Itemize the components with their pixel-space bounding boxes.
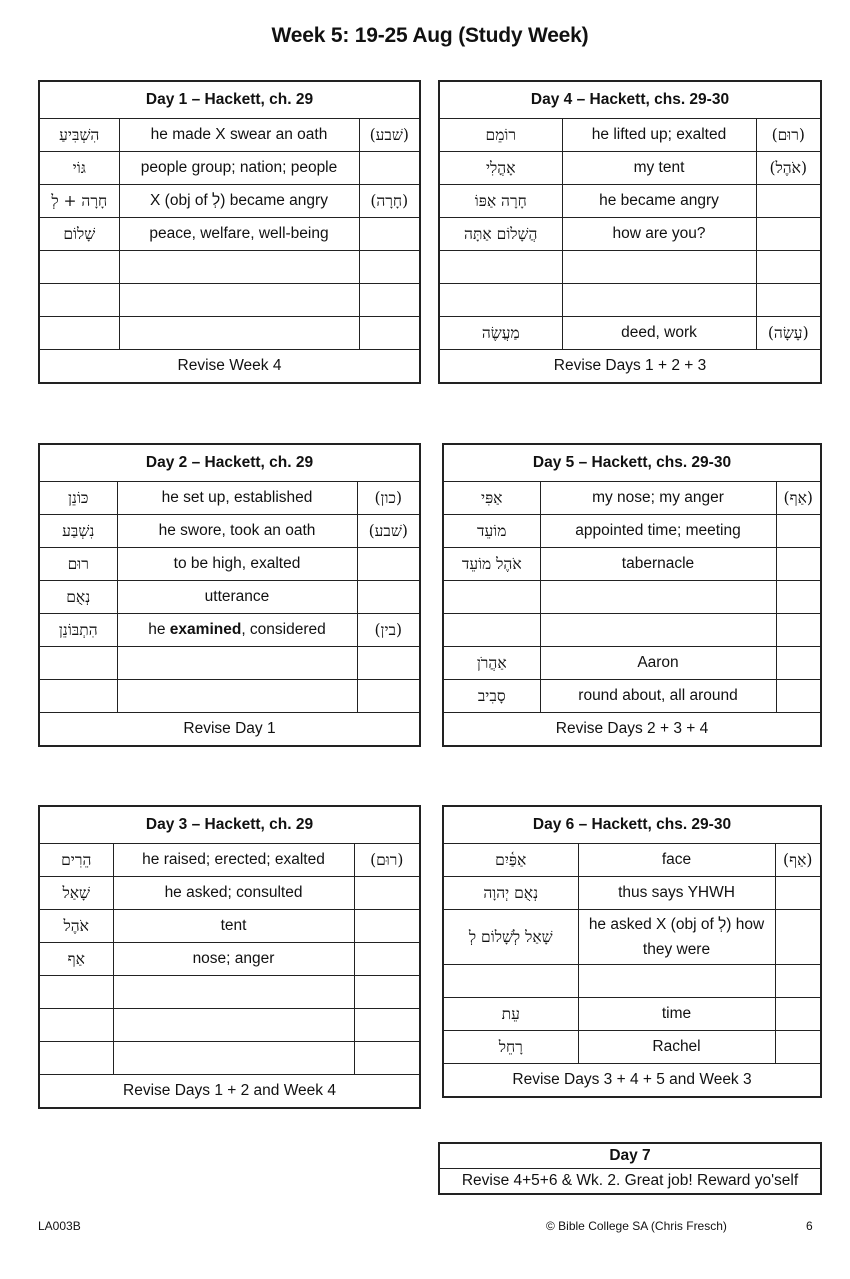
vocab-row <box>39 877 420 910</box>
english-gloss <box>540 614 776 647</box>
root-word <box>775 1031 821 1064</box>
hebrew-word: אַף <box>39 943 113 976</box>
hebrew-word: הִשְׁבִּיעַ <box>39 119 119 152</box>
root-word <box>776 680 821 713</box>
vocab-row <box>443 482 821 515</box>
vocab-row-empty <box>39 251 420 284</box>
day-2-revision-note: Revise Day 1 <box>39 713 420 747</box>
english-gloss <box>119 251 359 284</box>
root-word <box>354 976 420 1009</box>
english-gloss <box>119 284 359 317</box>
vocab-row <box>443 877 821 910</box>
root-word <box>359 284 420 317</box>
hebrew-word: שָׁאַל <box>39 877 113 910</box>
root-word: (אֹהֶל) <box>756 152 821 185</box>
root-word <box>776 548 821 581</box>
day-4-revision-note: Revise Days 1 + 2 + 3 <box>439 350 821 384</box>
root-word <box>354 910 420 943</box>
english-gloss: my nose; my anger <box>540 482 776 515</box>
root-word <box>775 998 821 1031</box>
day-1-revision-note: Revise Week 4 <box>39 350 420 384</box>
vocab-row <box>443 910 821 965</box>
vocab-row <box>443 515 821 548</box>
root-word <box>357 581 420 614</box>
root-word: (כון) <box>357 482 420 515</box>
english-gloss: peace, welfare, well-being <box>119 218 359 251</box>
hebrew-word: אָהֳלִי <box>439 152 562 185</box>
hebrew-word: רָחֵל <box>443 1031 578 1064</box>
english-gloss <box>117 680 357 713</box>
english-gloss: thus says YHWH <box>578 877 775 910</box>
vocab-row <box>439 119 821 152</box>
root-word: (אַף) <box>775 844 821 877</box>
day-4-table <box>438 80 822 384</box>
root-word: (עָשָׂה) <box>756 317 821 350</box>
vocab-row <box>443 680 821 713</box>
hebrew-word: חָרָה + לְ <box>39 185 119 218</box>
english-gloss: he became angry <box>562 185 756 218</box>
vocab-row <box>39 943 420 976</box>
document-code: LA003B <box>38 1219 81 1233</box>
root-word <box>354 1042 420 1075</box>
day-3-revision-note: Revise Days 1 + 2 and Week 4 <box>39 1075 420 1109</box>
hebrew-word: רוּם <box>39 548 117 581</box>
root-word <box>776 581 821 614</box>
hebrew-word: כּוֹנֵן <box>39 482 117 515</box>
root-word <box>359 152 420 185</box>
english-gloss <box>117 614 357 647</box>
root-word <box>756 218 821 251</box>
hebrew-word <box>443 614 540 647</box>
vocab-row <box>39 548 420 581</box>
english-gloss: people group; nation; people <box>119 152 359 185</box>
hebrew-word <box>39 647 117 680</box>
vocab-row-empty <box>439 251 821 284</box>
vocab-row <box>439 185 821 218</box>
hebrew-word: מוֹעֵד <box>443 515 540 548</box>
vocab-row <box>443 548 821 581</box>
hebrew-word: הֲשָׁלוֹם אַתָּה <box>439 218 562 251</box>
hebrew-word: אַפַּ֫יִם <box>443 844 578 877</box>
hebrew-word: עֵת <box>443 998 578 1031</box>
hebrew-word: הִתְבּוֹנֵן <box>39 614 117 647</box>
english-gloss-pre: he <box>148 621 170 638</box>
hebrew-word: סָבִיב <box>443 680 540 713</box>
day-6-revision-note: Revise Days 3 + 4 + 5 and Week 3 <box>443 1064 821 1098</box>
english-gloss <box>113 1009 354 1042</box>
english-gloss: Aaron <box>540 647 776 680</box>
root-word <box>775 877 821 910</box>
english-gloss <box>113 976 354 1009</box>
day-1-table <box>38 80 421 384</box>
vocab-row <box>39 910 420 943</box>
vocab-row-empty <box>443 965 821 998</box>
english-gloss: he made X swear an oath <box>119 119 359 152</box>
root-word: (בין) <box>357 614 420 647</box>
page-number: 6 <box>806 1219 813 1233</box>
english-gloss: deed, work <box>562 317 756 350</box>
vocab-row <box>439 152 821 185</box>
root-word: (שׁבע) <box>359 119 420 152</box>
hebrew-word: נְאֻם <box>39 581 117 614</box>
root-word <box>357 647 420 680</box>
day-3-table <box>38 805 421 1109</box>
hebrew-word: אַפִּי <box>443 482 540 515</box>
day-3-heading: Day 3 – Hackett, ch. 29 <box>39 806 420 844</box>
vocab-row <box>443 1031 821 1064</box>
vocab-row <box>39 844 420 877</box>
english-gloss: to be high, exalted <box>117 548 357 581</box>
day-6-heading: Day 6 – Hackett, chs. 29-30 <box>443 806 821 844</box>
hebrew-word <box>39 1042 113 1075</box>
vocab-row <box>39 581 420 614</box>
english-gloss: how are you? <box>562 218 756 251</box>
english-gloss: utterance <box>117 581 357 614</box>
day-1-heading: Day 1 – Hackett, ch. 29 <box>39 81 420 119</box>
english-gloss: he asked; consulted <box>113 877 354 910</box>
hebrew-word <box>443 965 578 998</box>
root-word <box>776 614 821 647</box>
day-6-table <box>442 805 822 1098</box>
english-gloss: he set up, established <box>117 482 357 515</box>
root-word <box>354 877 420 910</box>
vocab-row <box>439 317 821 350</box>
hebrew-word: אַהֲרֹן <box>443 647 540 680</box>
root-word: (רוּם) <box>756 119 821 152</box>
root-word <box>357 680 420 713</box>
day-5-revision-note: Revise Days 2 + 3 + 4 <box>443 713 821 747</box>
copyright-notice: © Bible College SA (Chris Fresch) <box>546 1219 727 1233</box>
english-gloss <box>119 317 359 350</box>
vocab-row-empty <box>439 284 821 317</box>
hebrew-word: אֹהֶל מוֹעֵד <box>443 548 540 581</box>
vocab-row-empty <box>443 581 821 614</box>
hebrew-word <box>39 251 119 284</box>
english-gloss: he asked X (obj of לְ) how they were <box>578 910 775 965</box>
english-gloss: nose; anger <box>113 943 354 976</box>
vocab-row <box>443 647 821 680</box>
english-gloss: face <box>578 844 775 877</box>
hebrew-word: מַעֲשֶׂה <box>439 317 562 350</box>
page-title: Week 5: 19-25 Aug (Study Week) <box>271 24 589 47</box>
english-gloss: he lifted up; exalted <box>562 119 756 152</box>
vocab-row-empty <box>39 680 420 713</box>
day-4-heading: Day 4 – Hackett, chs. 29-30 <box>439 81 821 119</box>
english-gloss <box>562 251 756 284</box>
english-gloss-post: , considered <box>241 621 326 638</box>
vocab-row-empty <box>39 317 420 350</box>
vocab-row-empty <box>39 1009 420 1042</box>
english-gloss: Rachel <box>578 1031 775 1064</box>
hebrew-word <box>39 680 117 713</box>
day-7-revision-note: Revise 4+5+6 & Wk. 2. Great job! Reward yo'self <box>439 1169 821 1195</box>
root-word <box>359 218 420 251</box>
hebrew-word <box>39 976 113 1009</box>
english-gloss: tent <box>113 910 354 943</box>
day-2-table <box>38 443 421 747</box>
day-5-table <box>442 443 822 747</box>
english-gloss: he raised; erected; exalted <box>113 844 354 877</box>
vocab-row-empty <box>39 284 420 317</box>
vocab-row <box>39 218 420 251</box>
english-gloss: X (obj of לְ) became angry <box>119 185 359 218</box>
vocab-row-empty <box>443 614 821 647</box>
root-word <box>354 943 420 976</box>
hebrew-word <box>39 317 119 350</box>
root-word: (שׁבע) <box>357 515 420 548</box>
root-word <box>775 965 821 998</box>
vocab-row <box>443 998 821 1031</box>
hebrew-word: שָׁלוֹם <box>39 218 119 251</box>
english-gloss: appointed time; meeting <box>540 515 776 548</box>
english-gloss <box>562 284 756 317</box>
hebrew-word <box>439 284 562 317</box>
day-5-heading: Day 5 – Hackett, chs. 29-30 <box>443 444 821 482</box>
hebrew-word <box>439 251 562 284</box>
root-word <box>359 317 420 350</box>
vocab-row <box>39 119 420 152</box>
english-gloss <box>113 1042 354 1075</box>
day-7-table <box>438 1142 822 1195</box>
hebrew-word: נְאֻם יְהוָה <box>443 877 578 910</box>
hebrew-word: אֹהֶל <box>39 910 113 943</box>
english-gloss <box>117 647 357 680</box>
root-word <box>776 647 821 680</box>
hebrew-word <box>39 1009 113 1042</box>
root-word <box>357 548 420 581</box>
english-gloss: tabernacle <box>540 548 776 581</box>
hebrew-word <box>39 284 119 317</box>
root-word <box>776 515 821 548</box>
english-gloss: round about, all around <box>540 680 776 713</box>
english-gloss: time <box>578 998 775 1031</box>
root-word <box>775 910 821 965</box>
root-word <box>359 251 420 284</box>
root-word <box>354 1009 420 1042</box>
hebrew-word <box>443 581 540 614</box>
english-gloss-bold: examined <box>169 621 242 638</box>
root-word: (אַף) <box>776 482 821 515</box>
vocab-row <box>39 482 420 515</box>
vocab-row-empty <box>39 1042 420 1075</box>
day-2-heading: Day 2 – Hackett, ch. 29 <box>39 444 420 482</box>
vocab-row <box>443 844 821 877</box>
hebrew-word: שָׁאַל לְשָׁלוֹם לְ <box>443 910 578 965</box>
hebrew-word: חָרָה אַפּוֹ <box>439 185 562 218</box>
hebrew-word: גּוֹי <box>39 152 119 185</box>
english-gloss: my tent <box>562 152 756 185</box>
vocab-row <box>439 218 821 251</box>
vocab-row <box>39 185 420 218</box>
english-gloss <box>578 965 775 998</box>
hebrew-word: הֵרִים <box>39 844 113 877</box>
hebrew-word: רוֹמֵם <box>439 119 562 152</box>
vocab-row <box>39 152 420 185</box>
hebrew-word: נִשְׁבַּע <box>39 515 117 548</box>
root-word: (רוּם) <box>354 844 420 877</box>
root-word <box>756 251 821 284</box>
root-word <box>756 284 821 317</box>
vocab-row <box>39 614 420 647</box>
day-7-heading: Day 7 <box>439 1143 821 1169</box>
root-word: (חָרָה) <box>359 185 420 218</box>
root-word <box>756 185 821 218</box>
english-gloss: he swore, took an oath <box>117 515 357 548</box>
vocab-row-empty <box>39 647 420 680</box>
vocab-row <box>39 515 420 548</box>
vocab-row-empty <box>39 976 420 1009</box>
english-gloss <box>540 581 776 614</box>
